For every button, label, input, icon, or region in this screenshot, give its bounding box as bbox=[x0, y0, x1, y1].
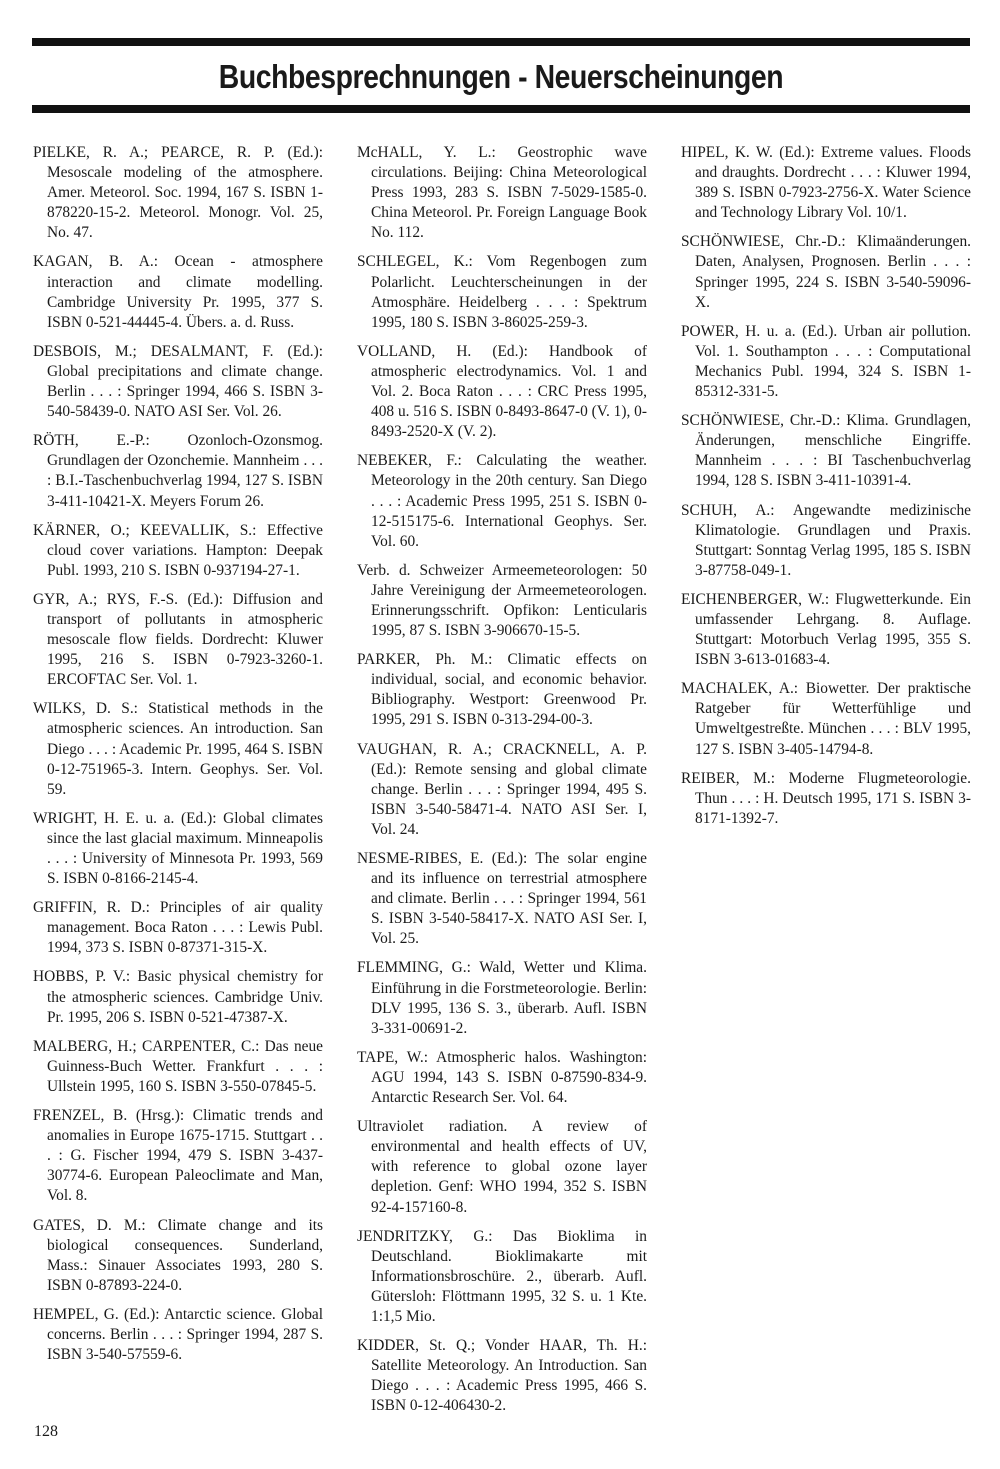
book-entry: KÄRNER, O.; KEEVALLIK, S.: Effective cloud cover variations. Hampton: Deepak Publ. 1993, 210 S. ISBN 0-937194-27-1. bbox=[33, 521, 323, 579]
book-entry: TAPE, W.: Atmospheric halos. Washington: AGU 1994, 143 S. ISBN 0-87590-834-9. Antarctic Research Ser. Vol. 64. bbox=[357, 1048, 647, 1107]
book-entry: WRIGHT, H. E. u. a. (Ed.): Global climates since the last glacial maximum. Minneapolis . . . : University of Minnesota Pr. 1993, 569 S. ISBN 0-8166-2145-4. bbox=[33, 809, 323, 888]
column-2 bbox=[357, 143, 647, 1425]
book-entry: MACHALEK, A.: Biowetter. Der praktische Ratgeber für Wetterfühlige und Umweltgestreßte. München . . . : BLV 1995, 127 S. ISBN 3-405-14794-8. bbox=[681, 680, 971, 758]
book-entry: SCHÖNWIESE, Chr.-D.: Klima. Grundlagen, Änderungen, menschliche Eingriffe. Mannheim . . . : BI Taschenbuchverlag 1994, 128 S. ISBN 3-411-10391-4. bbox=[681, 412, 971, 490]
book-entry: DESBOIS, M.; DESALMANT, F. (Ed.): Global precipitations and climate change. Berlin . . . : Springer 1994, 466 S. ISBN 3-540-58439-0. NATO ASI Ser. Vol. 26. bbox=[33, 342, 323, 421]
page-heading: Buchbesprechnungen - Neuerscheinungen bbox=[218, 58, 784, 95]
book-entry: Verb. d. Schweizer Armeemeteorologen: 50 Jahre Vereinigung der Armeemeteorologen. Erinnerungsschrift. Opfikon: Lenticularis 1995, 87 S. ISBN 3-906670-15-5. bbox=[357, 561, 647, 640]
book-entry: FLEMMING, G.: Wald, Wetter und Klima. Einführung in die Forstmeteorologie. Berlin: DLV 1995, 136 S. 3., überarb. Aufl. ISBN 3-331-00691-2. bbox=[357, 959, 647, 1037]
book-entry: SCHÖNWIESE, Chr.-D.: Klimaänderungen. Daten, Analysen, Prognosen. Berlin . . . : Springer 1995, 224 S. ISBN 3-540-59096-X. bbox=[681, 233, 971, 311]
book-entry: POWER, H. u. a. (Ed.). Urban air pollution. Vol. 1. Southampton . . . : Computational Mechanics Publ. 1994, 324 S. ISBN 1-85312-331-5. bbox=[681, 322, 971, 401]
header-rule-bottom bbox=[32, 105, 970, 113]
book-entry: FRENZEL, B. (Hrsg.): Climatic trends and anomalies in Europe 1675-1715. Stuttgart . . . : G. Fischer 1994, 479 S. ISBN 3-437-30774-6. European Paleoclimate and Man, Vol. 8. bbox=[33, 1107, 323, 1205]
book-entry: NESME-RIBES, E. (Ed.): The solar engine and its influence on terrestrial atmosphere and climate. Berlin . . . : Springer 1994, 561 S. ISBN 3-540-58417-X. NATO ASI Ser. I, Vol. 25. bbox=[357, 850, 647, 948]
book-entry: HEMPEL, G. (Ed.): Antarctic science. Global concerns. Berlin . . . : Springer 1994, 287 S. ISBN 3-540-57559-6. bbox=[33, 1305, 323, 1364]
book-entry: VAUGHAN, R. A.; CRACKNELL, A. P. (Ed.): Remote sensing and global climate change. Berlin . . . : Springer 1994, 495 S. ISBN 3-540-58471-4. NATO ASI Ser. I, Vol. 24. bbox=[357, 740, 647, 838]
book-entry: REIBER, M.: Moderne Flugmeteorologie. Thun . . . : H. Deutsch 1995, 171 S. ISBN 3-8171-1392-7. bbox=[681, 769, 971, 827]
book-entry: PARKER, Ph. M.: Climatic effects on individual, social, and economic behavior. Bibliography. Westport: Greenwood Pr. 1995, 291 S. ISBN 0-313-294-00-3. bbox=[357, 651, 647, 729]
book-entry: VOLLAND, H. (Ed.): Handbook of atmospheric electrodynamics. Vol. 1 and Vol. 2. Boca Raton . . . : CRC Press 1995, 408 u. 516 S. ISBN 0-8493-8647-0 (V. 1), 0-8493-2520-X (V. 2). bbox=[357, 342, 647, 441]
header-rule-top bbox=[32, 38, 970, 46]
column-3 bbox=[681, 143, 971, 838]
book-entry: RÖTH, E.-P.: Ozonloch-Ozonsmog. Grundlagen der Ozonchemie. Mannheim . . . : B.I.-Taschenbuchverlag 1994, 127 S. ISBN 3-411-10421-X. Meyers Forum 26. bbox=[33, 432, 323, 510]
book-entry: NEBEKER, F.: Calculating the weather. Meteorology in the 20th century. San Diego . . . : Academic Press 1995, 251 S. ISBN 0-12-515175-6. International Geophys. Ser. Vol. 60. bbox=[357, 452, 647, 550]
book-entry: HOBBS, P. V.: Basic physical chemistry for the atmospheric sciences. Cambridge Univ. Pr. 1995, 206 S. ISBN 0-521-47387-X. bbox=[33, 968, 323, 1026]
book-entry: MALBERG, H.; CARPENTER, C.: Das neue Guinness-Buch Wetter. Frankfurt . . . : Ullstein 1995, 160 S. ISBN 3-550-07845-5. bbox=[33, 1037, 323, 1095]
book-entry: Ultraviolet radiation. A review of environmental and health effects of UV, with reference to global ozone layer depletion. Genf: WHO 1994, 352 S. ISBN 92-4-157160-8. bbox=[357, 1118, 647, 1216]
book-entry: HIPEL, K. W. (Ed.): Extreme values. Floods and draughts. Dordrecht . . . : Kluwer 1994, 389 S. ISBN 0-7923-2756-X. Water Science and Technology Library Vol. 10/1. bbox=[681, 144, 971, 222]
page-number: 128 bbox=[34, 1423, 58, 1440]
book-entry: KIDDER, St. Q.; Vonder HAAR, Th. H.: Satellite Meteorology. An Introduction. San Diego . . . : Academic Press 1995, 466 S. ISBN 0-12-406430-2. bbox=[357, 1337, 647, 1415]
book-entry: GYR, A.; RYS, F.-S. (Ed.): Diffusion and transport of pollutants in atmospheric mesoscale flow fields. Dordrecht: Kluwer 1995, 216 S. ISBN 0-7923-3260-1. ERCOFTAC Ser. Vol. 1. bbox=[33, 590, 323, 689]
book-entry: JENDRITZKY, G.: Das Bioklima in Deutschland. Bioklimakarte mit Informationsbroschüre. 2., überarb. Aufl. Gütersloh: Flöttmann 1995, 32 S. u. 1 Kte. 1:1,5 Mio. bbox=[357, 1227, 647, 1325]
column-1 bbox=[33, 143, 323, 1374]
book-entry: GATES, D. M.: Climate change and its biological consequences. Sunderland, Mass.: Sinauer Associates 1993, 280 S. ISBN 0-87893-224-0. bbox=[33, 1216, 323, 1294]
book-entry: SCHUH, A.: Angewandte medizinische Klimatologie. Grundlagen und Praxis. Stuttgart: Sonntag Verlag 1995, 185 S. ISBN 3-87758-049-1. bbox=[681, 501, 971, 579]
book-entry: SCHLEGEL, K.: Vom Regenbogen zum Polarlicht. Leuchterscheinungen in der Atmosphäre. Heidelberg . . . : Spektrum 1995, 180 S. ISBN 3-86025-259-3. bbox=[357, 253, 647, 331]
book-entry: McHALL, Y. L.: Geostrophic wave circulations. Beijing: China Meteorological Press 1993, 283 S. ISBN 7-5029-1585-0. China Meteorol. Pr. Foreign Language Book No. 112. bbox=[357, 144, 647, 242]
book-entry: GRIFFIN, R. D.: Principles of air quality management. Boca Raton . . . : Lewis Publ. 1994, 373 S. ISBN 0-87371-315-X. bbox=[33, 899, 323, 957]
book-entry: WILKS, D. S.: Statistical methods in the atmospheric sciences. An introduction. San Diego . . . : Academic Pr. 1995, 464 S. ISBN 0-12-751965-3. Intern. Geophys. Ser. Vol. 59. bbox=[33, 700, 323, 798]
book-entry: EICHENBERGER, W.: Flugwetterkunde. Ein umfassender Lehrgang. 8. Auflage. Stuttgart: Motorbuch Verlag 1995, 355 S. ISBN 3-613-01683-4. bbox=[681, 590, 971, 669]
book-entry: KAGAN, B. A.: Ocean - atmosphere interaction and climate modelling. Cambridge University Pr. 1995, 377 S. ISBN 0-521-44445-4. Übers. a. d. Russ. bbox=[33, 253, 323, 331]
book-entry: PIELKE, R. A.; PEARCE, R. P. (Ed.): Mesoscale modeling of the atmosphere. Amer. Meteorol. Soc. 1994, 167 S. ISBN 1-878220-15-2. Meteorol. Monogr. Vol. 25, No. 47. bbox=[33, 144, 323, 242]
